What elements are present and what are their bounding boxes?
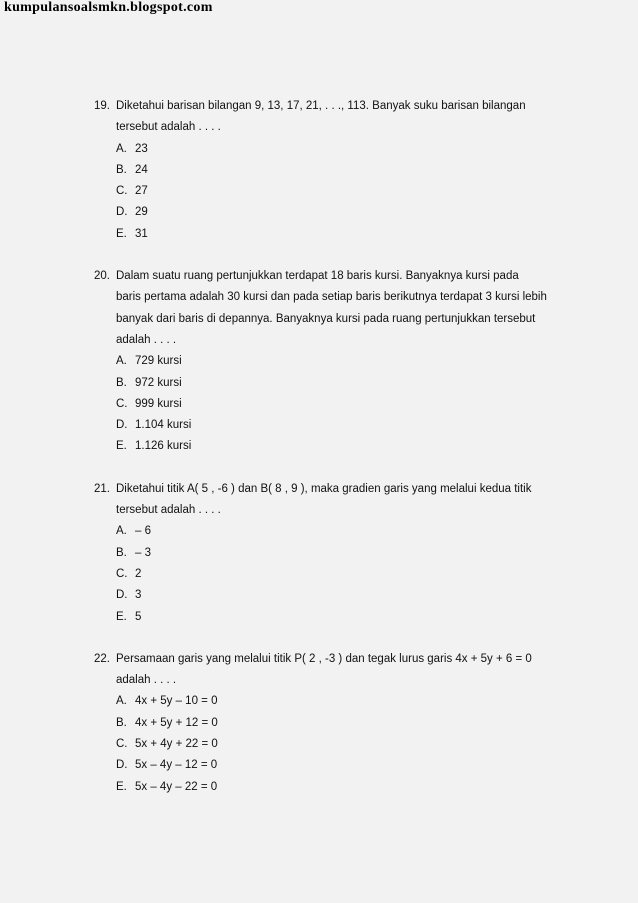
option-c — [116, 181, 574, 202]
question-line — [94, 117, 574, 138]
question-19 — [94, 96, 574, 245]
option-text: 5x – 4y – 12 = 0 — [135, 759, 218, 772]
option-text: 4x + 5y + 12 = 0 — [135, 716, 218, 729]
option-letter: E. — [116, 227, 127, 240]
option-letter: D. — [116, 419, 128, 432]
question-number: 21. — [94, 482, 110, 495]
question-number: 19. — [94, 100, 110, 112]
option-e — [116, 436, 574, 457]
option-letter: A. — [116, 355, 127, 368]
option-text: 31 — [135, 227, 148, 240]
question-line — [94, 309, 574, 330]
answer-options — [94, 691, 574, 797]
question-line — [94, 266, 574, 287]
question-text: banyak dari baris di depannya. Banyaknya kursi pada ruang pertunjukkan tersebut — [116, 312, 536, 325]
question-text: adalah . . . . — [116, 674, 177, 687]
option-e — [116, 777, 574, 798]
option-a — [116, 521, 574, 542]
question-text: Dalam suatu ruang pertunjukkan terdapat 18 baris kursi. Banyaknya kursi pada — [116, 270, 519, 283]
option-text: 3 — [135, 589, 142, 602]
option-e — [116, 607, 574, 628]
question-line — [94, 96, 574, 117]
option-text: 729 kursi — [135, 355, 182, 368]
question-number: 22. — [94, 652, 110, 665]
option-d — [116, 755, 574, 776]
option-letter: A. — [116, 525, 127, 538]
option-text: 999 kursi — [135, 397, 182, 410]
option-b — [116, 373, 574, 394]
option-b — [116, 160, 574, 181]
answer-options — [94, 351, 574, 457]
option-d — [116, 415, 574, 436]
option-letter: B. — [116, 546, 127, 559]
question-text: tersebut adalah . . . . — [116, 504, 221, 517]
option-a — [116, 351, 574, 372]
option-text: 1.126 kursi — [135, 440, 192, 453]
question-20 — [94, 266, 574, 458]
option-a — [116, 691, 574, 712]
option-letter: D. — [116, 206, 128, 219]
site-header: kumpulansoalsmkn.blogspot.com — [4, 0, 213, 15]
question-line — [94, 330, 574, 351]
option-text: 972 kursi — [135, 376, 182, 389]
question-line — [94, 500, 574, 521]
option-text: 1.104 kursi — [135, 419, 192, 432]
question-text: Persamaan garis yang melalui titik P( 2 , -3 ) dan tegak lurus garis 4x + 5y + 6 = 0 — [116, 652, 532, 665]
option-letter: D. — [116, 759, 128, 772]
option-c — [116, 734, 574, 755]
option-letter: D. — [116, 589, 128, 602]
option-text: 4x + 5y – 10 = 0 — [135, 695, 218, 708]
option-b — [116, 713, 574, 734]
option-letter: E. — [116, 610, 127, 623]
option-text: – 3 — [135, 546, 151, 559]
option-text: 23 — [135, 142, 148, 155]
option-text: 27 — [135, 185, 148, 198]
option-e — [116, 224, 574, 245]
option-letter: B. — [116, 716, 127, 729]
question-text: adalah . . . . — [116, 333, 177, 346]
option-text: 5 — [135, 610, 142, 623]
option-letter: A. — [116, 695, 127, 708]
option-text: 5x – 4y – 22 = 0 — [135, 780, 218, 793]
question-21 — [94, 479, 574, 628]
question-line — [94, 649, 574, 670]
option-letter: C. — [116, 567, 128, 580]
option-letter: B. — [116, 376, 127, 389]
question-list — [94, 96, 574, 819]
question-line — [94, 479, 574, 500]
question-text: Diketahui barisan bilangan 9, 13, 17, 21, . . ., 113. Banyak suku barisan bilangan — [116, 100, 526, 112]
question-22 — [94, 649, 574, 798]
option-b — [116, 543, 574, 564]
question-line — [94, 670, 574, 691]
option-text: 29 — [135, 206, 148, 219]
option-letter: C. — [116, 738, 128, 751]
question-number: 20. — [94, 270, 110, 283]
option-letter: B. — [116, 163, 127, 176]
question-text: baris pertama adalah 30 kursi dan pada setiap baris berikutnya terdapat 3 kursi lebih — [116, 291, 547, 304]
option-letter: C. — [116, 185, 128, 198]
option-text: – 6 — [135, 525, 151, 538]
answer-options — [94, 139, 574, 245]
question-line — [94, 287, 574, 308]
question-text: Diketahui titik A( 5 , -6 ) dan B( 8 , 9 ), maka gradien garis yang melalui kedua titik — [116, 482, 532, 495]
option-c — [116, 394, 574, 415]
option-text: 5x + 4y + 22 = 0 — [135, 738, 218, 751]
option-a — [116, 139, 574, 160]
option-text: 24 — [135, 163, 148, 176]
option-d — [116, 202, 574, 223]
option-letter: C. — [116, 397, 128, 410]
option-d — [116, 585, 574, 606]
option-letter: E. — [116, 780, 127, 793]
option-letter: A. — [116, 142, 127, 155]
question-text: tersebut adalah . . . . — [116, 121, 221, 134]
option-text: 2 — [135, 567, 142, 580]
answer-options — [94, 521, 574, 627]
option-letter: E. — [116, 440, 127, 453]
option-c — [116, 564, 574, 585]
